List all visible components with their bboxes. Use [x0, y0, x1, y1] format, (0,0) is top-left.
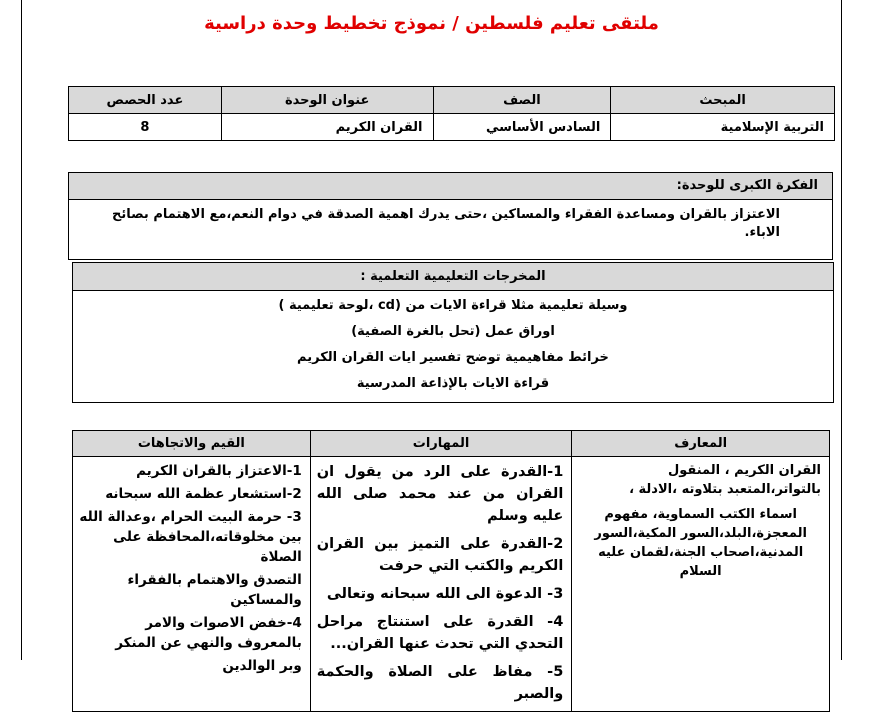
kst-body-row: [73, 457, 830, 712]
value-item: 4-خفض الاصوات والامر بالمعروف والنهي عن المنكر: [115, 615, 302, 651]
big-idea-heading: الفكرة الكبرى للوحدة:: [69, 173, 832, 200]
header-grade: الصف: [433, 87, 611, 114]
value-grade: السادس الأساسي: [433, 114, 611, 141]
header-unit-title: عنوان الوحدة: [221, 87, 433, 114]
value-item: التصدق والاهتمام بالفقراء والمساكين: [127, 572, 302, 608]
value-item: وبر الوالدين: [222, 658, 302, 674]
kst-header-row: [73, 431, 830, 457]
meta-header-row: [69, 87, 835, 114]
skill-item: 5- مفاظ على الصلاة والحكمة والصبر: [316, 664, 564, 702]
value-item: 3- حرمة البيت الحرام ،وعدالة الله بين مخلوقاته،المحافظة على الصلاة: [79, 509, 302, 565]
header-subject: المبحث: [611, 87, 835, 114]
big-idea-box: [68, 172, 833, 260]
skill-item: 3- الدعوة الى الله سبحانه وتعالى: [326, 586, 564, 602]
header-values: القيم والاتجاهات: [73, 431, 311, 457]
skill-item: 4- القدرة على استنتاج مراحل التحدي التي تحدث عنها القران...: [316, 614, 564, 652]
outcome-item: وسيلة تعليمية مثلا قراءة الايات من (cd ،لوحة تعليمية ): [278, 298, 628, 313]
page-title: ملتقى تعليم فلسطين / نموذج تخطيط وحدة دراسية: [204, 13, 659, 34]
learning-outcomes-box: [72, 262, 834, 403]
header-lesson-count: عدد الحصص: [69, 87, 222, 114]
value-subject: التربية الإسلامية: [611, 114, 835, 141]
knowledge-cell: [572, 457, 830, 712]
header-skills: المهارات: [310, 431, 572, 457]
value-item: 1-الاعتزاز بالقران الكريم: [136, 463, 302, 479]
skill-item: 1-القدرة على الرد من يقول ان القران من عند محمد صلى الله عليه وسلم: [316, 464, 564, 524]
outcomes-heading: المخرجات التعليمية التعلمية :: [73, 263, 833, 291]
unit-meta-table: [68, 86, 835, 141]
big-idea-text: الاعتزاز بالقران ومساعدة الفقراء والمساكين ،حتى يدرك اهمية الصدقة في دوام النعم،مع الاهتمام بصائح الاباء.: [111, 207, 780, 240]
header-knowledge: المعارف: [572, 431, 830, 457]
outcome-item: قراءة الايات بالإذاعة المدرسية: [356, 376, 550, 391]
knowledge-skills-values-table: [72, 430, 830, 712]
knowledge-item: اسماء الكتب السماوية، مفهوم المعجزة،البلد،السور المكية،السور المدنية،اصحاب الجنة،لقمان عليه السلام: [594, 507, 807, 579]
value-lesson-count: 8: [69, 114, 222, 141]
meta-value-row: [69, 114, 835, 141]
skill-item: 2-القدرة على التميز بين القران الكريم والكتب التي حرفت: [316, 536, 564, 574]
outcome-item: خرائط مفاهيمية توضح تفسير ايات القران الكريم: [297, 350, 609, 365]
values-cell: [73, 457, 311, 712]
value-unit-title: القران الكريم: [221, 114, 433, 141]
skills-cell: [310, 457, 572, 712]
outcome-item: اوراق عمل (تحل بالغرة الصفية): [351, 324, 555, 339]
knowledge-item: القران الكريم ، المنقول بالتواتر،المتعبد بتلاوته ،الادلة ،: [629, 463, 821, 497]
value-item: 2-استشعار عظمة الله سبحانه: [105, 486, 302, 502]
